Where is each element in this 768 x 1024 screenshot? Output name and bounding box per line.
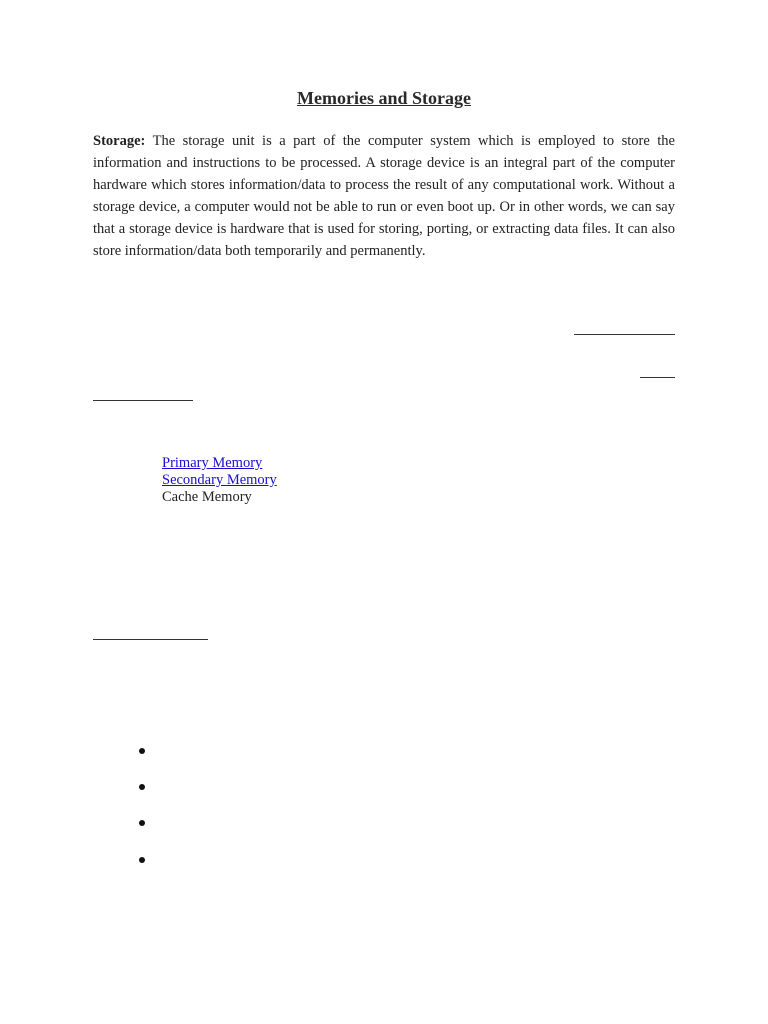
- bullet-icon: [139, 820, 145, 826]
- bullet-icon: [139, 857, 145, 863]
- secondary-memory-link[interactable]: Secondary Memory: [162, 472, 277, 488]
- cache-memory-text: Cache Memory: [162, 489, 252, 505]
- storage-label: Storage:: [93, 133, 146, 149]
- bullet-icon: [139, 748, 145, 754]
- underline-rule: [93, 400, 193, 401]
- underline-rule: [574, 334, 675, 335]
- storage-text: The storage unit is a part of the computer system which is employed to store the information and instructions to be processed. A storage device is an integral part of the computer hardware which stores information/data to process the result of any computational work. Without a storage device, a computer would not be able to run or even boot up. Or in other words, we can say that a storage device is hardware that is used for storing, porting, or extracting data files. It can also store information/data both temporarily and permanently.: [93, 133, 675, 259]
- page-title: Memories and Storage: [297, 88, 471, 108]
- memory-types-list: [162, 455, 277, 506]
- primary-memory-link[interactable]: Primary Memory: [162, 455, 263, 471]
- storage-paragraph: [93, 130, 675, 262]
- bullet-icon: [139, 784, 145, 790]
- underline-rule: [640, 377, 675, 378]
- underline-rule: [93, 639, 208, 640]
